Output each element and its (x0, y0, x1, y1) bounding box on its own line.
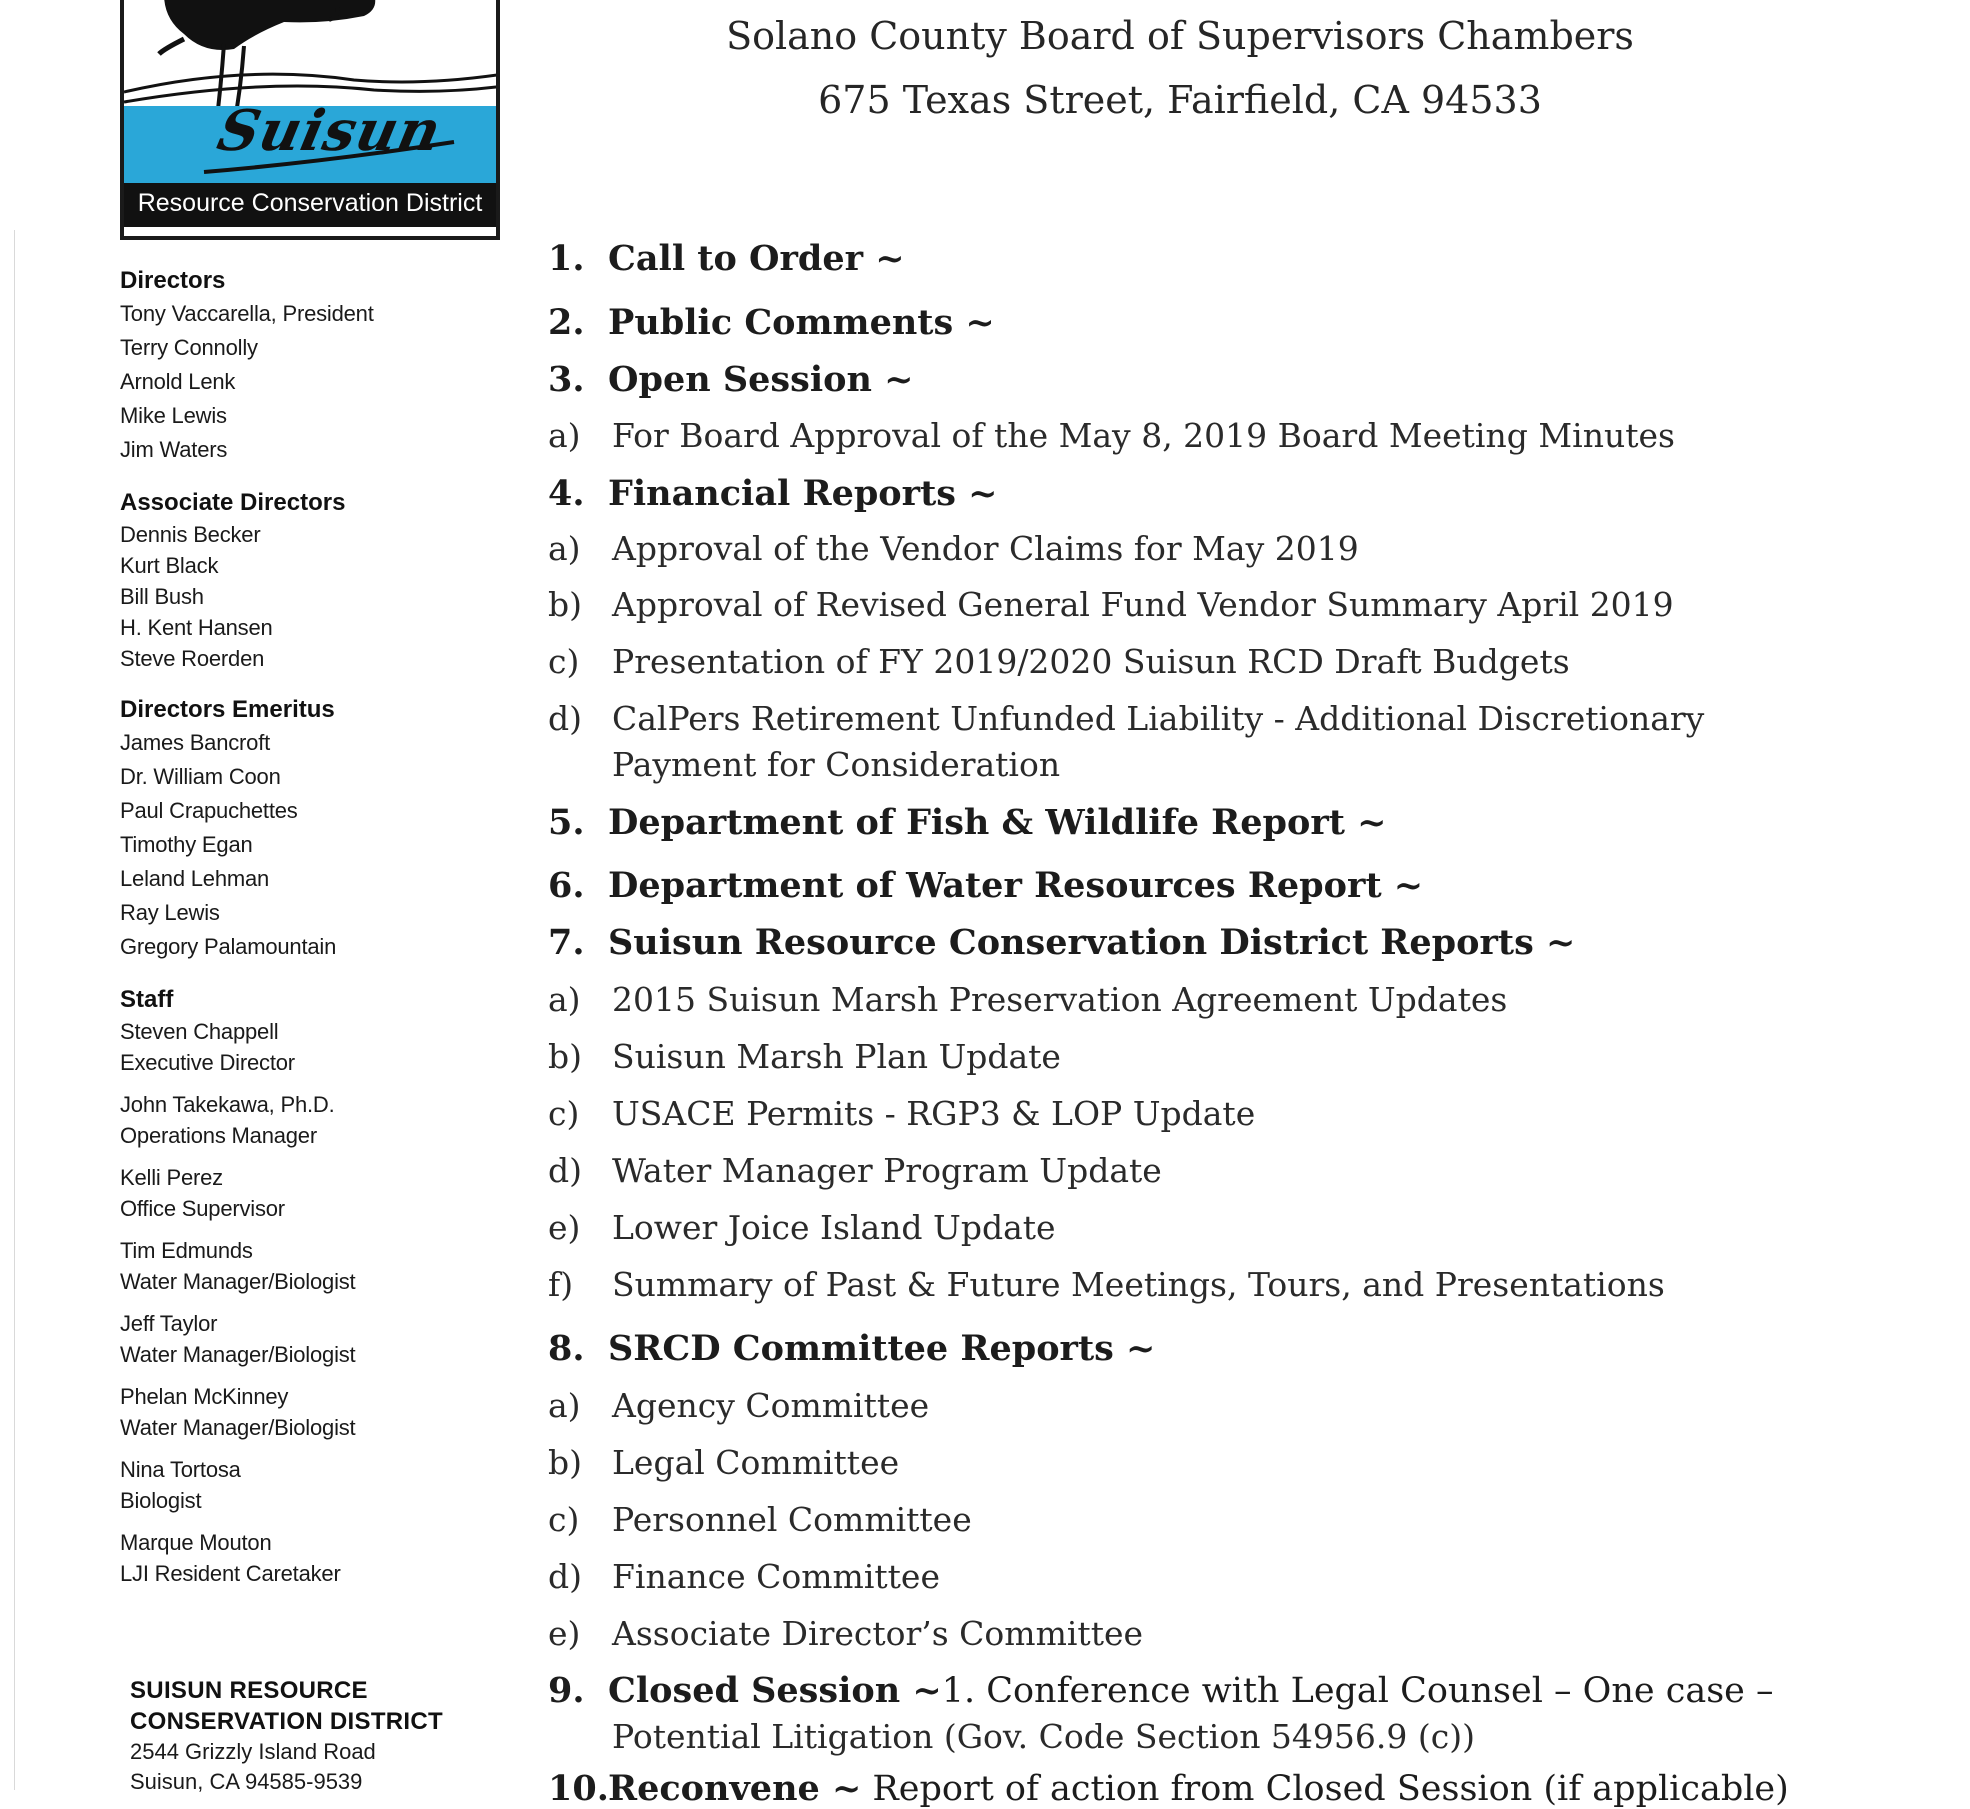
directors-emeritus-heading: Directors Emeritus (120, 696, 335, 723)
subitem-text: Water Manager Program Update (612, 1151, 1162, 1190)
address-city: Suisun, CA 94585-9539 (130, 1769, 363, 1794)
subitem-text: Summary of Past & Future Meetings, Tours, and Presentations (612, 1265, 1665, 1304)
staff-name: Phelan McKinney (120, 1384, 289, 1409)
subitem-text: Legal Committee (612, 1443, 900, 1482)
directors-heading: Directors (120, 267, 226, 294)
agenda-subitem (548, 1208, 1798, 1247)
subitem-text: Approval of the Vendor Claims for May 2019 (612, 529, 1359, 568)
item-title: Call to Order ~ (608, 238, 905, 279)
staff-name: Marque Mouton (120, 1530, 272, 1555)
item-number: 6. (548, 865, 585, 906)
subitem-letter: e) (548, 1614, 581, 1653)
agenda-subitem (548, 1151, 1798, 1190)
subitem-letter: a) (548, 416, 581, 455)
emeritus-name: Dr. William Coon (120, 764, 281, 789)
subitem-text: For Board Approval of the May 8, 2019 Board Meeting Minutes (612, 416, 1675, 455)
subitem-text: Presentation of FY 2019/2020 Suisun RCD Draft Budgets (612, 642, 1570, 681)
subitem-text: USACE Permits - RGP3 & LOP Update (612, 1094, 1256, 1133)
staff-name: Kelli Perez (120, 1165, 223, 1190)
agenda-item (548, 865, 1798, 906)
item-number: 3. (548, 359, 585, 400)
agenda-subitem (548, 529, 1798, 568)
venue-address: 675 Texas Street, Fairfield, CA 94533 (818, 78, 1542, 122)
item-title: Department of Water Resources Report ~ (608, 865, 1424, 906)
staff-role: Biologist (120, 1488, 202, 1513)
item-description: 1. Conference with Legal Counsel – One case – (941, 1671, 1774, 1711)
agenda-item (548, 238, 1798, 279)
director-name: Mike Lewis (120, 403, 227, 428)
emeritus-name: Ray Lewis (120, 900, 220, 925)
subitem-letter: b) (548, 585, 582, 624)
agenda-subitem (548, 1094, 1798, 1133)
item-title: Public Comments ~ (608, 302, 995, 343)
subitem-letter: d) (548, 1557, 582, 1596)
emeritus-name: Gregory Palamountain (120, 934, 337, 959)
subitem-text: CalPers Retirement Unfunded Liability - Additional Discretionary (612, 699, 1705, 738)
subitem-letter: b) (548, 1443, 582, 1482)
staff-role: Office Supervisor (120, 1196, 285, 1221)
subitem-letter: c) (548, 1094, 580, 1133)
subitem-text: Agency Committee (612, 1386, 930, 1425)
agenda-subitem (548, 1386, 1798, 1425)
staff-role: Water Manager/Biologist (120, 1269, 356, 1294)
associate-directors-heading: Associate Directors (120, 489, 346, 516)
item-title: Closed Session ~ (608, 1670, 942, 1711)
logo-wordmark: Suisun (211, 98, 448, 164)
staff-role: LJI Resident Caretaker (120, 1561, 341, 1586)
subitem-letter: c) (548, 642, 580, 681)
emeritus-name: James Bancroft (120, 730, 271, 755)
staff-role: Operations Manager (120, 1123, 317, 1148)
subitem-letter: a) (548, 1386, 581, 1425)
subitem-letter: a) (548, 980, 581, 1019)
associate-director-name: Bill Bush (120, 584, 204, 609)
address-org-line2: CONSERVATION DISTRICT (130, 1708, 443, 1735)
agenda-subitem (548, 416, 1798, 455)
subitem-continuation: Payment for Consideration (612, 745, 1061, 784)
director-name: Arnold Lenk (120, 369, 236, 394)
logo-band-label: Resource Conservation District (137, 188, 483, 217)
address-org-line1: SUISUN RESOURCE (130, 1677, 368, 1704)
subitem-text: Finance Committee (612, 1557, 940, 1596)
associate-director-name: Dennis Becker (120, 522, 261, 547)
agenda-subitem (548, 1037, 1798, 1076)
subitem-text: 2015 Suisun Marsh Preservation Agreement Updates (612, 980, 1508, 1019)
item-number: 8. (548, 1328, 585, 1369)
item-title: Reconvene ~ (608, 1768, 862, 1809)
item-number: 9. (548, 1670, 585, 1711)
emeritus-name: Leland Lehman (120, 866, 270, 891)
staff-name: Tim Edmunds (120, 1238, 253, 1263)
staff-name: Nina Tortosa (120, 1457, 241, 1482)
agenda-subitem (548, 1500, 1798, 1539)
agenda-subitem (548, 1614, 1798, 1653)
venue-name: Solano County Board of Supervisors Chambers (726, 14, 1634, 58)
agenda-item (548, 473, 1798, 514)
agenda-subitem (548, 1265, 1798, 1304)
staff-role: Water Manager/Biologist (120, 1342, 356, 1367)
staff-heading: Staff (120, 986, 174, 1013)
associate-director-name: Steve Roerden (120, 646, 265, 671)
subitem-text: Suisun Marsh Plan Update (612, 1037, 1061, 1076)
item-number: 1. (548, 238, 585, 279)
subitem-text: Approval of Revised General Fund Vendor Summary April 2019 (612, 585, 1674, 624)
subitem-letter: d) (548, 1151, 582, 1190)
emeritus-name: Paul Crapuchettes (120, 798, 298, 823)
item-title: Department of Fish & Wildlife Report ~ (608, 802, 1387, 843)
item-title: Financial Reports ~ (608, 473, 998, 514)
agenda-subitem (548, 1443, 1798, 1482)
item-title: Suisun Resource Conservation District Reports ~ (608, 922, 1576, 963)
item-number: 10. (548, 1768, 609, 1809)
item-title: SRCD Committee Reports ~ (608, 1328, 1156, 1369)
item-number: 2. (548, 302, 585, 343)
subitem-letter: e) (548, 1208, 581, 1247)
subitem-letter: b) (548, 1037, 582, 1076)
subitem-text: Personnel Committee (612, 1500, 972, 1539)
director-name: Tony Vaccarella, President (120, 301, 374, 326)
agenda-item (548, 1768, 1798, 1809)
staff-role: Executive Director (120, 1050, 295, 1075)
staff-name: Jeff Taylor (120, 1311, 218, 1336)
subitem-letter: a) (548, 529, 581, 568)
agenda-subitem (548, 585, 1798, 624)
staff-name: John Takekawa, Ph.D. (120, 1092, 335, 1117)
agenda-item (548, 359, 1798, 400)
agenda-item (548, 302, 1798, 343)
item-continuation: Potential Litigation (Gov. Code Section 54956.9 (c)) (612, 1717, 1475, 1756)
subitem-letter: f) (548, 1265, 574, 1304)
agenda-item (548, 1328, 1798, 1369)
subitem-text: Lower Joice Island Update (612, 1208, 1056, 1247)
agenda-subitem (548, 1557, 1798, 1596)
emeritus-name: Timothy Egan (120, 832, 253, 857)
associate-director-name: Kurt Black (120, 553, 219, 578)
subitem-letter: d) (548, 699, 582, 738)
associate-director-name: H. Kent Hansen (120, 615, 273, 640)
subitem-letter: c) (548, 1500, 580, 1539)
director-name: Terry Connolly (120, 335, 258, 360)
agenda-subitem (548, 699, 1798, 738)
item-number: 7. (548, 922, 585, 963)
staff-name: Steven Chappell (120, 1019, 279, 1044)
agenda-item (548, 802, 1798, 843)
director-name: Jim Waters (120, 437, 228, 462)
address-street: 2544 Grizzly Island Road (130, 1739, 376, 1764)
item-number: 4. (548, 473, 585, 514)
agenda-item (548, 922, 1798, 963)
agenda-item (548, 1670, 1798, 1711)
item-title: Open Session ~ (608, 359, 914, 400)
agenda-subitem (548, 642, 1798, 681)
staff-role: Water Manager/Biologist (120, 1415, 356, 1440)
item-number: 5. (548, 802, 585, 843)
agenda-subitem (548, 980, 1798, 1019)
subitem-text: Associate Director’s Committee (612, 1614, 1144, 1653)
item-description: Report of action from Closed Session (if applicable) (861, 1769, 1789, 1809)
